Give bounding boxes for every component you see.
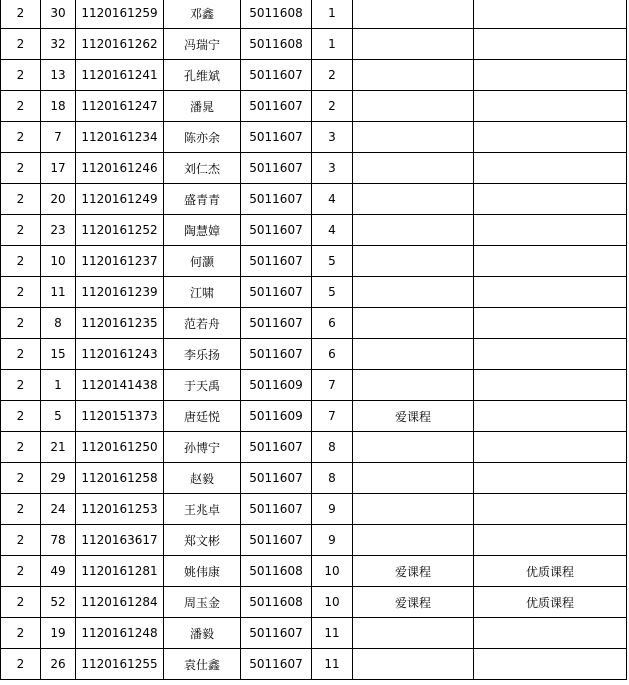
class-cell[interactable]: 5011607 <box>241 153 312 184</box>
table-row <box>1 277 627 308</box>
rank-cell[interactable]: 5 <box>312 246 353 277</box>
table-row <box>1 29 627 60</box>
table-row <box>1 60 627 91</box>
tag1-cell[interactable] <box>353 246 474 277</box>
table-row <box>1 91 627 122</box>
rank-cell[interactable]: 1 <box>312 0 353 29</box>
grade-cell[interactable]: 2 <box>1 308 41 339</box>
rank-cell[interactable]: 9 <box>312 525 353 556</box>
class-cell[interactable]: 5011607 <box>241 184 312 215</box>
tag2-cell[interactable] <box>474 215 627 246</box>
class-cell[interactable]: 5011607 <box>241 618 312 649</box>
tag1-cell[interactable] <box>353 649 474 680</box>
tag1-cell[interactable] <box>353 153 474 184</box>
class-cell[interactable]: 5011609 <box>241 401 312 432</box>
seq-cell[interactable]: 78 <box>41 525 76 556</box>
tag2-cell[interactable] <box>474 339 627 370</box>
class-cell[interactable]: 5011607 <box>241 308 312 339</box>
tag1-cell[interactable]: 爱课程 <box>353 556 474 587</box>
tag2-cell[interactable] <box>474 91 627 122</box>
student-id-cell[interactable]: 1120161255 <box>76 649 164 680</box>
tag1-cell[interactable]: 爱课程 <box>353 401 474 432</box>
rank-cell[interactable]: 2 <box>312 91 353 122</box>
class-cell[interactable]: 5011607 <box>241 494 312 525</box>
student-id-cell[interactable]: 1120161250 <box>76 432 164 463</box>
seq-cell[interactable]: 19 <box>41 618 76 649</box>
table-row <box>1 401 627 432</box>
rank-cell[interactable]: 4 <box>312 215 353 246</box>
tag2-cell[interactable] <box>474 525 627 556</box>
class-cell[interactable]: 5011608 <box>241 29 312 60</box>
grade-cell[interactable]: 2 <box>1 215 41 246</box>
tag1-cell[interactable] <box>353 277 474 308</box>
student-id-cell[interactable]: 1120161281 <box>76 556 164 587</box>
tag1-cell[interactable]: 爱课程 <box>353 587 474 618</box>
seq-cell[interactable]: 32 <box>41 29 76 60</box>
seq-cell[interactable]: 21 <box>41 432 76 463</box>
seq-cell[interactable]: 11 <box>41 277 76 308</box>
table-row <box>1 432 627 463</box>
name-cell[interactable]: 郑文彬 <box>164 525 241 556</box>
grade-cell[interactable]: 2 <box>1 339 41 370</box>
student-id-cell[interactable]: 1120161246 <box>76 153 164 184</box>
grade-cell[interactable]: 2 <box>1 370 41 401</box>
rank-cell[interactable]: 6 <box>312 339 353 370</box>
seq-cell[interactable]: 18 <box>41 91 76 122</box>
name-cell[interactable]: 孙博宁 <box>164 432 241 463</box>
class-cell[interactable]: 5011607 <box>241 60 312 91</box>
name-cell[interactable]: 潘晁 <box>164 91 241 122</box>
seq-cell[interactable]: 13 <box>41 60 76 91</box>
rank-cell[interactable]: 11 <box>312 649 353 680</box>
tag1-cell[interactable] <box>353 308 474 339</box>
grade-cell[interactable]: 2 <box>1 401 41 432</box>
student-id-cell[interactable]: 1120161262 <box>76 29 164 60</box>
tag1-cell[interactable] <box>353 122 474 153</box>
grade-cell[interactable]: 2 <box>1 277 41 308</box>
rank-cell[interactable]: 7 <box>312 401 353 432</box>
rank-cell[interactable]: 11 <box>312 618 353 649</box>
tag1-cell[interactable] <box>353 463 474 494</box>
student-id-cell[interactable]: 1120161259 <box>76 0 164 29</box>
name-cell[interactable]: 孔维斌 <box>164 60 241 91</box>
student-id-cell[interactable]: 1120161252 <box>76 215 164 246</box>
grade-cell[interactable]: 2 <box>1 587 41 618</box>
class-cell[interactable]: 5011607 <box>241 277 312 308</box>
grade-cell[interactable]: 2 <box>1 525 41 556</box>
table-row <box>1 339 627 370</box>
tag1-cell[interactable] <box>353 339 474 370</box>
student-id-cell[interactable]: 1120141438 <box>76 370 164 401</box>
class-cell[interactable]: 5011607 <box>241 122 312 153</box>
name-cell[interactable]: 王兆卓 <box>164 494 241 525</box>
student-id-cell[interactable]: 1120161243 <box>76 339 164 370</box>
table-row <box>1 525 627 556</box>
tag1-cell[interactable] <box>353 184 474 215</box>
seq-cell[interactable]: 26 <box>41 649 76 680</box>
grade-cell[interactable]: 2 <box>1 29 41 60</box>
grade-cell[interactable]: 2 <box>1 184 41 215</box>
tag2-cell[interactable] <box>474 277 627 308</box>
tag2-cell[interactable] <box>474 432 627 463</box>
name-cell[interactable]: 江啸 <box>164 277 241 308</box>
tag2-cell[interactable]: 优质课程 <box>474 556 627 587</box>
name-cell[interactable]: 李乐扬 <box>164 339 241 370</box>
table-row <box>1 0 627 29</box>
name-cell[interactable]: 盛青青 <box>164 184 241 215</box>
tag1-cell[interactable] <box>353 60 474 91</box>
tag1-cell[interactable] <box>353 494 474 525</box>
name-cell[interactable]: 范若舟 <box>164 308 241 339</box>
name-cell[interactable]: 唐廷悦 <box>164 401 241 432</box>
table-row <box>1 556 627 587</box>
student-id-cell[interactable]: 1120161258 <box>76 463 164 494</box>
grade-cell[interactable]: 2 <box>1 153 41 184</box>
rank-cell[interactable]: 3 <box>312 122 353 153</box>
seq-cell[interactable]: 10 <box>41 246 76 277</box>
grade-cell[interactable]: 2 <box>1 618 41 649</box>
tag2-cell[interactable] <box>474 494 627 525</box>
tag2-cell[interactable] <box>474 29 627 60</box>
name-cell[interactable]: 袁仕鑫 <box>164 649 241 680</box>
tag2-cell[interactable] <box>474 308 627 339</box>
tag1-cell[interactable] <box>353 0 474 29</box>
class-cell[interactable]: 5011607 <box>241 91 312 122</box>
class-cell[interactable]: 5011607 <box>241 525 312 556</box>
rank-cell[interactable]: 5 <box>312 277 353 308</box>
grade-cell[interactable]: 2 <box>1 649 41 680</box>
class-cell[interactable]: 5011609 <box>241 370 312 401</box>
student-id-cell[interactable]: 1120161253 <box>76 494 164 525</box>
table-row <box>1 494 627 525</box>
tag2-cell[interactable] <box>474 122 627 153</box>
student-id-cell[interactable]: 1120161248 <box>76 618 164 649</box>
tag1-cell[interactable] <box>353 91 474 122</box>
tag2-cell[interactable] <box>474 60 627 91</box>
grade-cell[interactable]: 2 <box>1 60 41 91</box>
table-row <box>1 215 627 246</box>
table-row <box>1 308 627 339</box>
name-cell[interactable]: 刘仁杰 <box>164 153 241 184</box>
tag1-cell[interactable] <box>353 29 474 60</box>
class-cell[interactable]: 5011607 <box>241 649 312 680</box>
table-body <box>1 0 627 680</box>
name-cell[interactable]: 赵毅 <box>164 463 241 494</box>
grade-cell[interactable]: 2 <box>1 91 41 122</box>
grade-cell[interactable]: 2 <box>1 463 41 494</box>
rank-cell[interactable]: 10 <box>312 587 353 618</box>
table-row <box>1 587 627 618</box>
tag2-cell[interactable] <box>474 0 627 29</box>
class-cell[interactable]: 5011607 <box>241 463 312 494</box>
student-id-cell[interactable]: 1120161284 <box>76 587 164 618</box>
class-cell[interactable]: 5011607 <box>241 246 312 277</box>
tag2-cell[interactable] <box>474 184 627 215</box>
rank-cell[interactable]: 9 <box>312 494 353 525</box>
seq-cell[interactable]: 29 <box>41 463 76 494</box>
rank-cell[interactable]: 2 <box>312 60 353 91</box>
table-row <box>1 246 627 277</box>
student-id-cell[interactable]: 1120151373 <box>76 401 164 432</box>
seq-cell[interactable]: 1 <box>41 370 76 401</box>
student-id-cell[interactable]: 1120163617 <box>76 525 164 556</box>
name-cell[interactable]: 于天禹 <box>164 370 241 401</box>
table-row <box>1 618 627 649</box>
seq-cell[interactable]: 15 <box>41 339 76 370</box>
seq-cell[interactable]: 52 <box>41 587 76 618</box>
name-cell[interactable]: 陶慧嫜 <box>164 215 241 246</box>
student-id-cell[interactable]: 1120161247 <box>76 91 164 122</box>
tag1-cell[interactable] <box>353 525 474 556</box>
student-id-cell[interactable]: 1120161234 <box>76 122 164 153</box>
rank-cell[interactable]: 8 <box>312 432 353 463</box>
tag2-cell[interactable] <box>474 246 627 277</box>
tag2-cell[interactable] <box>474 401 627 432</box>
rank-cell[interactable]: 4 <box>312 184 353 215</box>
class-cell[interactable]: 5011607 <box>241 339 312 370</box>
tag2-cell[interactable] <box>474 153 627 184</box>
tag1-cell[interactable] <box>353 618 474 649</box>
tag2-cell[interactable] <box>474 649 627 680</box>
class-cell[interactable]: 5011607 <box>241 215 312 246</box>
rank-cell[interactable]: 10 <box>312 556 353 587</box>
grade-cell[interactable]: 2 <box>1 0 41 29</box>
student-id-cell[interactable]: 1120161239 <box>76 277 164 308</box>
seq-cell[interactable]: 7 <box>41 122 76 153</box>
tag1-cell[interactable] <box>353 215 474 246</box>
class-cell[interactable]: 5011607 <box>241 432 312 463</box>
tag2-cell[interactable] <box>474 370 627 401</box>
tag1-cell[interactable] <box>353 370 474 401</box>
tag2-cell[interactable] <box>474 618 627 649</box>
name-cell[interactable]: 冯瑞宁 <box>164 29 241 60</box>
table-row <box>1 370 627 401</box>
table-row <box>1 649 627 680</box>
grade-cell[interactable]: 2 <box>1 494 41 525</box>
class-cell[interactable]: 5011608 <box>241 0 312 29</box>
seq-cell[interactable]: 20 <box>41 184 76 215</box>
grade-cell[interactable]: 2 <box>1 122 41 153</box>
table-row <box>1 463 627 494</box>
seq-cell[interactable]: 23 <box>41 215 76 246</box>
name-cell[interactable]: 邓鑫 <box>164 0 241 29</box>
seq-cell[interactable]: 49 <box>41 556 76 587</box>
grade-cell[interactable]: 2 <box>1 432 41 463</box>
rank-cell[interactable]: 6 <box>312 308 353 339</box>
seq-cell[interactable]: 5 <box>41 401 76 432</box>
tag2-cell[interactable]: 优质课程 <box>474 587 627 618</box>
student-id-cell[interactable]: 1120161249 <box>76 184 164 215</box>
student-id-cell[interactable]: 1120161235 <box>76 308 164 339</box>
grade-cell[interactable]: 2 <box>1 246 41 277</box>
tag2-cell[interactable] <box>474 463 627 494</box>
table-row <box>1 122 627 153</box>
class-cell[interactable]: 5011608 <box>241 587 312 618</box>
name-cell[interactable]: 姚伟康 <box>164 556 241 587</box>
rank-cell[interactable]: 1 <box>312 29 353 60</box>
table-row <box>1 153 627 184</box>
rank-cell[interactable]: 8 <box>312 463 353 494</box>
seq-cell[interactable]: 17 <box>41 153 76 184</box>
class-cell[interactable]: 5011608 <box>241 556 312 587</box>
seq-cell[interactable]: 8 <box>41 308 76 339</box>
student-id-cell[interactable]: 1120161241 <box>76 60 164 91</box>
seq-cell[interactable]: 30 <box>41 0 76 29</box>
name-cell[interactable]: 潘毅 <box>164 618 241 649</box>
name-cell[interactable]: 陈亦余 <box>164 122 241 153</box>
student-id-cell[interactable]: 1120161237 <box>76 246 164 277</box>
name-cell[interactable]: 何灏 <box>164 246 241 277</box>
rank-cell[interactable]: 3 <box>312 153 353 184</box>
tag1-cell[interactable] <box>353 432 474 463</box>
table-row <box>1 184 627 215</box>
rank-cell[interactable]: 7 <box>312 370 353 401</box>
seq-cell[interactable]: 24 <box>41 494 76 525</box>
grade-cell[interactable]: 2 <box>1 556 41 587</box>
name-cell[interactable]: 周玉金 <box>164 587 241 618</box>
